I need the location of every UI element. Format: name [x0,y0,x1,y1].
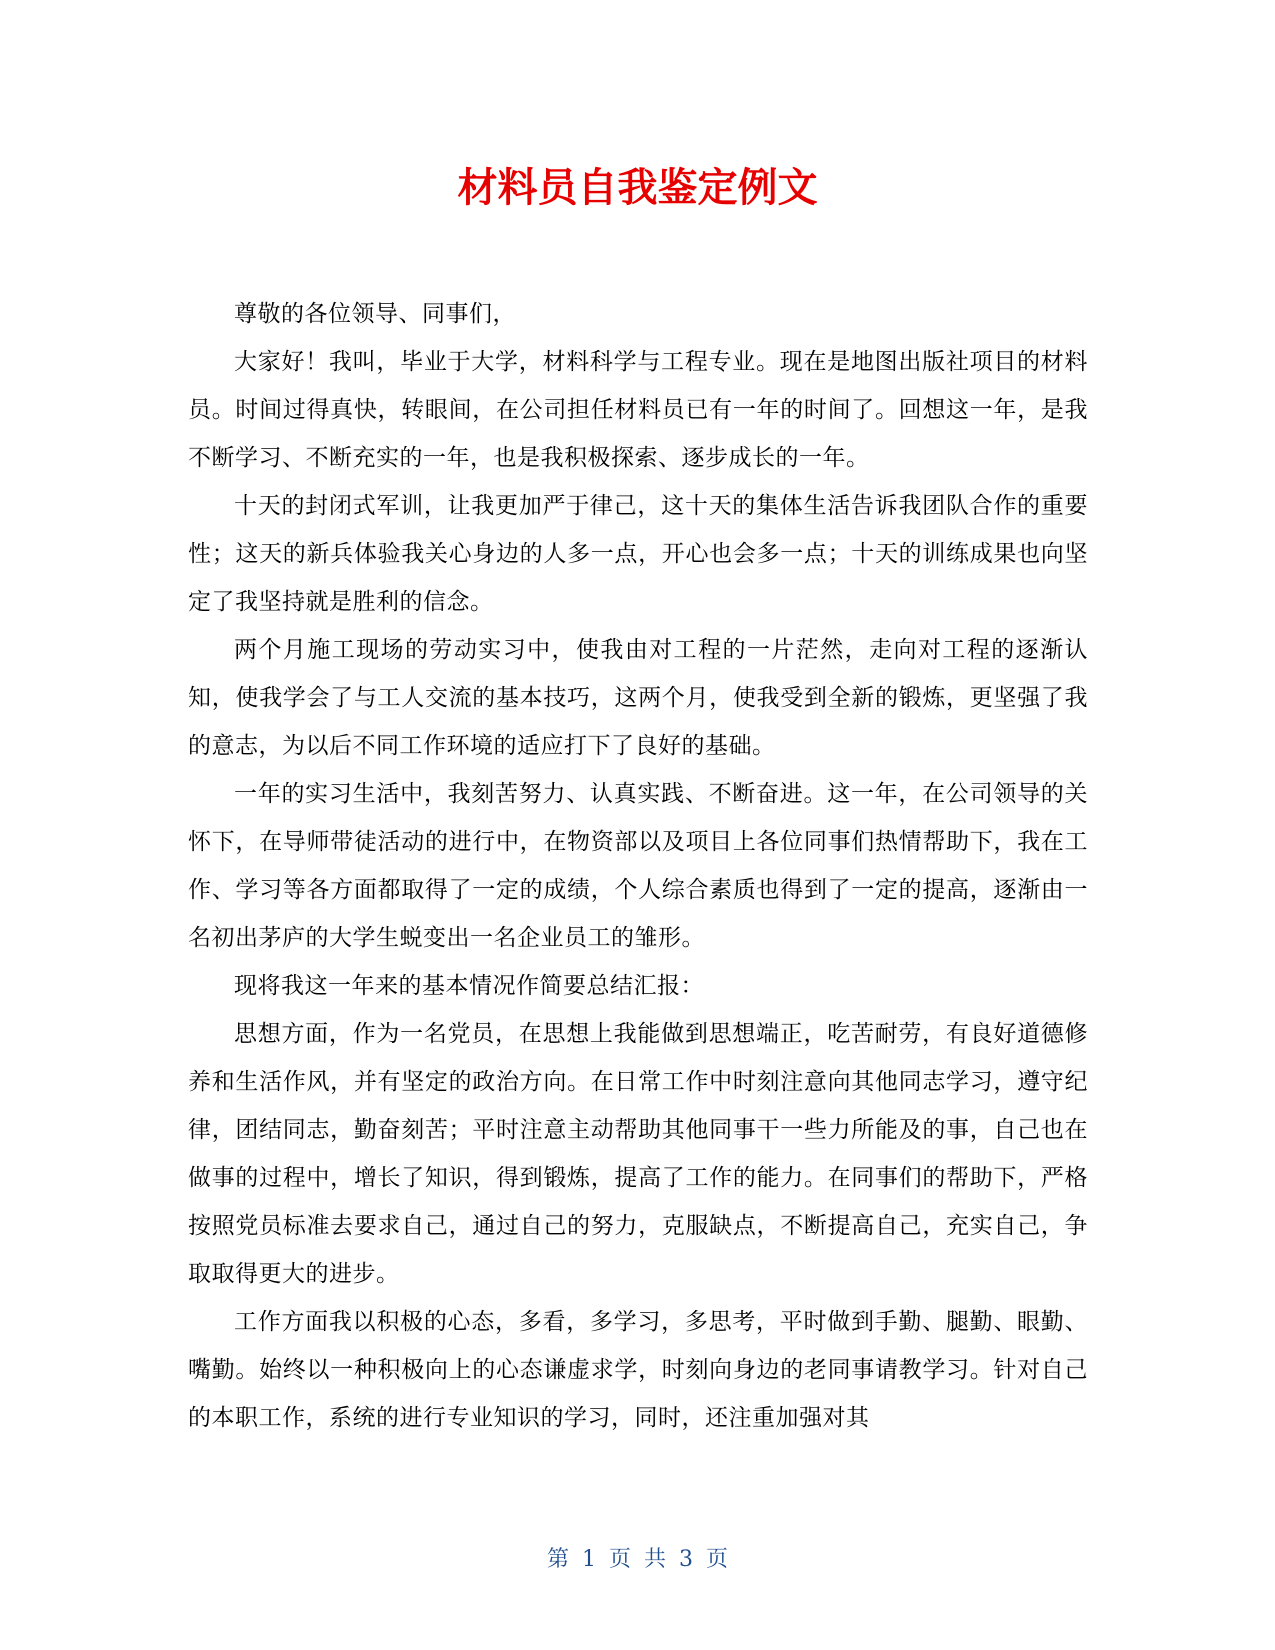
paragraph-work: 工作方面我以积极的心态，多看，多学习，多思考，平时做到手勤、腿勤、眼勤、嘴勤。始终以一种积极向上的心态谦虚求学，时刻向身边的老同事请教学习。针对自己的本职工作，系统的进行专业知识的学习，同时，还注重加强对其 [188,1309,1088,1431]
paragraph-report-intro: 现将我这一年来的基本情况作简要总结汇报： [234,973,704,999]
paragraph-military-training: 十天的封闭式军训，让我更加严于律己，这十天的集体生活告诉我团队合作的重要性；这天的新兵体验我关心身边的人多一点，开心也会多一点；十天的训练成果也向坚定了我坚持就是胜利的信念。 [188,493,1088,615]
paragraph-salutation: 尊敬的各位领导、同事们， [234,301,516,327]
paragraph-site-internship: 两个月施工现场的劳动实习中，使我由对工程的一片茫然，走向对工程的逐渐认知，使我学会了与工人交流的基本技巧，这两个月，使我受到全新的锻炼，更坚强了我的意志，为以后不同工作环境的适应打下了良好的基础。 [188,637,1088,759]
paragraph-year-summary: 一年的实习生活中，我刻苦努力、认真实践、不断奋进。这一年，在公司领导的关怀下，在导师带徒活动的进行中，在物资部以及项目上各位同事们热情帮助下，我在工作、学习等各方面都取得了一定的成绩，个人综合素质也得到了一定的提高，逐渐由一名初出茅庐的大学生蜕变出一名企业员工的雏形。 [188,781,1088,951]
paragraph-ideology: 思想方面，作为一名党员，在思想上我能做到思想端正，吃苦耐劳，有良好道德修养和生活作风，并有坚定的政治方向。在日常工作中时刻注意向其他同志学习，遵守纪律，团结同志，勤奋刻苦；平时注意主动帮助其他同事干一些力所能及的事，自己也在做事的过程中，增长了知识，得到锻炼，提高了工作的能力。在同事们的帮助下，严格按照党员标准去要求自己，通过自己的努力，克服缺点，不断提高自己，充实自己，争取取得更大的进步。 [188,1021,1088,1287]
page-number-footer: 第 1 页 共 3 页 [547,1547,728,1572]
document-body [188,290,1088,1442]
document-title: 材料员自我鉴定例文 [457,165,818,211]
paragraph-introduction: 大家好！我叫，毕业于大学，材料科学与工程专业。现在是地图出版社项目的材料员。时间过得真快，转眼间，在公司担任材料员已有一年的时间了。回想这一年，是我不断学习、不断充实的一年，也是我积极探索、逐步成长的一年。 [188,349,1088,471]
